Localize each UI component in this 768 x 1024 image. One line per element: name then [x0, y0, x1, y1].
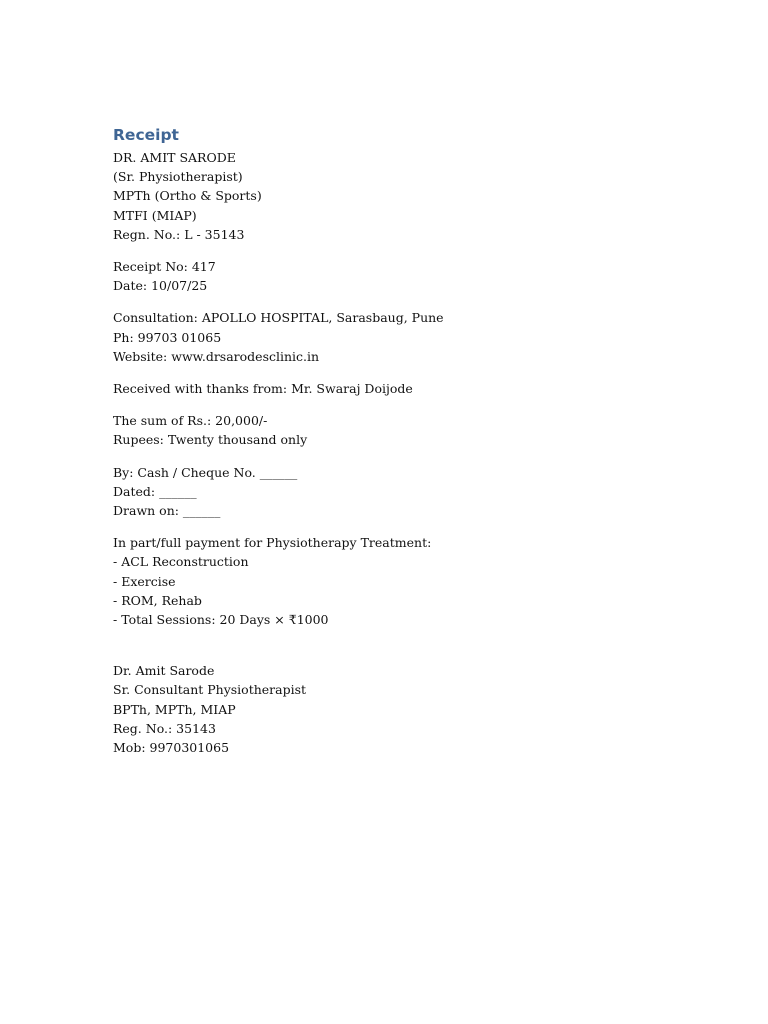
signature-qualifications: BPTh, MPTh, MIAP [113, 701, 236, 717]
signature-registration: Reg. No.: 35143 [113, 720, 216, 736]
payment-by: By: Cash / Cheque No. ______ [113, 464, 298, 480]
clinic-info [113, 308, 673, 366]
signature-name: Dr. Amit Sarode [113, 663, 215, 679]
doctor-role: (Sr. Physiotherapist) [113, 169, 243, 185]
treatment-heading: In part/full payment for Physiotherapy Treatment: [113, 535, 432, 551]
clinic-phone: Ph: 99703 01065 [113, 329, 222, 345]
treatment-section [113, 533, 673, 629]
treatment-item: - ROM, Rehab [113, 592, 202, 608]
amount-section [113, 411, 673, 449]
signature-title: Sr. Consultant Physiotherapist [113, 682, 307, 698]
clinic-website: Website: www.drsarodesclinic.in [113, 348, 320, 364]
payment-method-section [113, 463, 673, 521]
received-from: Received with thanks from: Mr. Swaraj Doijode [113, 381, 413, 397]
payment-drawn-on: Drawn on: ______ [113, 503, 221, 519]
treatment-item: - Total Sessions: 20 Days × ₹1000 [113, 612, 329, 628]
doctor-degree: MPTh (Ortho & Sports) [113, 188, 262, 204]
doctor-header [113, 148, 673, 244]
amount-in-words: Rupees: Twenty thousand only [113, 432, 308, 448]
doctor-registration: Regn. No.: L - 35143 [113, 226, 245, 242]
payment-dated: Dated: ______ [113, 483, 197, 499]
receipt-number: Receipt No: 417 [113, 259, 216, 275]
receipt-document [113, 124, 673, 770]
doctor-membership: MTFI (MIAP) [113, 207, 197, 223]
treatment-item: - Exercise [113, 573, 176, 589]
treatment-item: - ACL Reconstruction [113, 554, 249, 570]
consultation-location: Consultation: APOLLO HOSPITAL, Sarasbaug, Pune [113, 310, 444, 326]
signature-mobile: Mob: 9970301065 [113, 740, 230, 756]
amount-sum: The sum of Rs.: 20,000/- [113, 413, 268, 429]
receipt-info [113, 257, 673, 295]
receipt-title: Receipt [113, 126, 179, 144]
receipt-date: Date: 10/07/25 [113, 278, 208, 294]
doctor-name: DR. AMIT SARODE [113, 150, 236, 165]
signature-block [113, 661, 673, 757]
received-from-section [113, 379, 673, 398]
